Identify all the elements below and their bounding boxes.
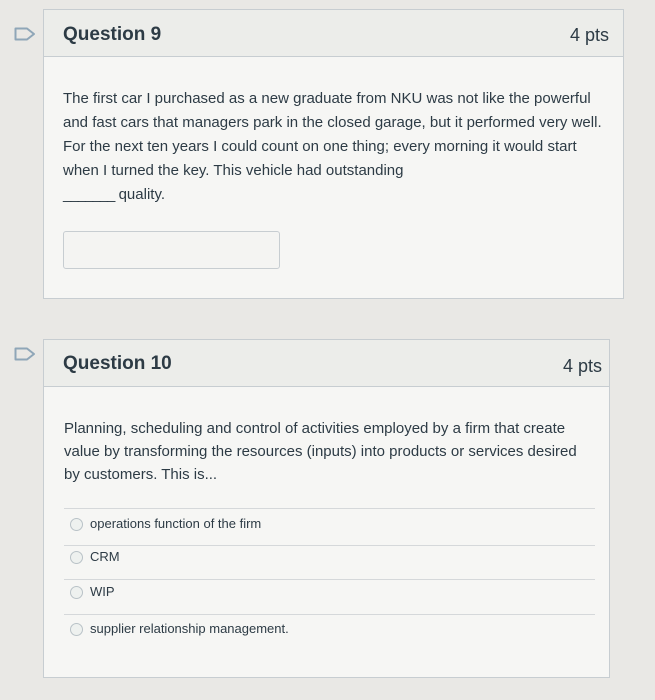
answer-option-1-label: operations function of the firm (90, 516, 262, 531)
question-10-points: 4 pts (562, 356, 602, 376)
question-9-text-block (63, 87, 603, 207)
radio-option-3-icon[interactable] (70, 586, 83, 599)
answer-option-2[interactable] (64, 545, 595, 580)
answer-option-3[interactable] (64, 579, 595, 614)
question-9-title: Question 9 (63, 24, 162, 45)
answer-option-4-label: supplier relationship management. (90, 621, 289, 636)
question-9-answer-input[interactable] (63, 231, 280, 269)
question-9-text-after-blank: quality. (118, 186, 165, 203)
radio-option-4-icon[interactable] (70, 623, 83, 636)
radio-option-1-icon[interactable] (70, 518, 83, 531)
radio-option-2-icon[interactable] (70, 551, 83, 564)
question-9-header (44, 10, 623, 57)
flag-question-10-icon[interactable] (14, 347, 36, 361)
question-10-header (44, 340, 609, 387)
answer-option-4[interactable] (64, 614, 595, 649)
answer-option-3-label: WIP (90, 584, 115, 599)
question-9-points: 4 pts (569, 25, 609, 45)
answer-option-1[interactable] (64, 508, 595, 543)
flag-question-9-icon[interactable] (14, 27, 36, 41)
question-9-blank: _______ (63, 186, 115, 203)
question-10-text: Planning, scheduling and control of activities employed by a firm that create value by transforming the resources (inputs) into products or services desired by customers. This is... (64, 420, 577, 483)
question-10-card (43, 339, 610, 678)
question-9-card (43, 9, 624, 299)
question-10-title: Question 10 (63, 353, 172, 374)
answer-option-2-label: CRM (90, 549, 120, 564)
question-9-text: The first car I purchased as a new graduate from NKU was not like the powerful and fast cars that managers park in the closed garage, but it performed very well. For the next ten years I could count on one thing; every morning it would start when I turned the key. This vehicle had outstanding (63, 90, 602, 179)
